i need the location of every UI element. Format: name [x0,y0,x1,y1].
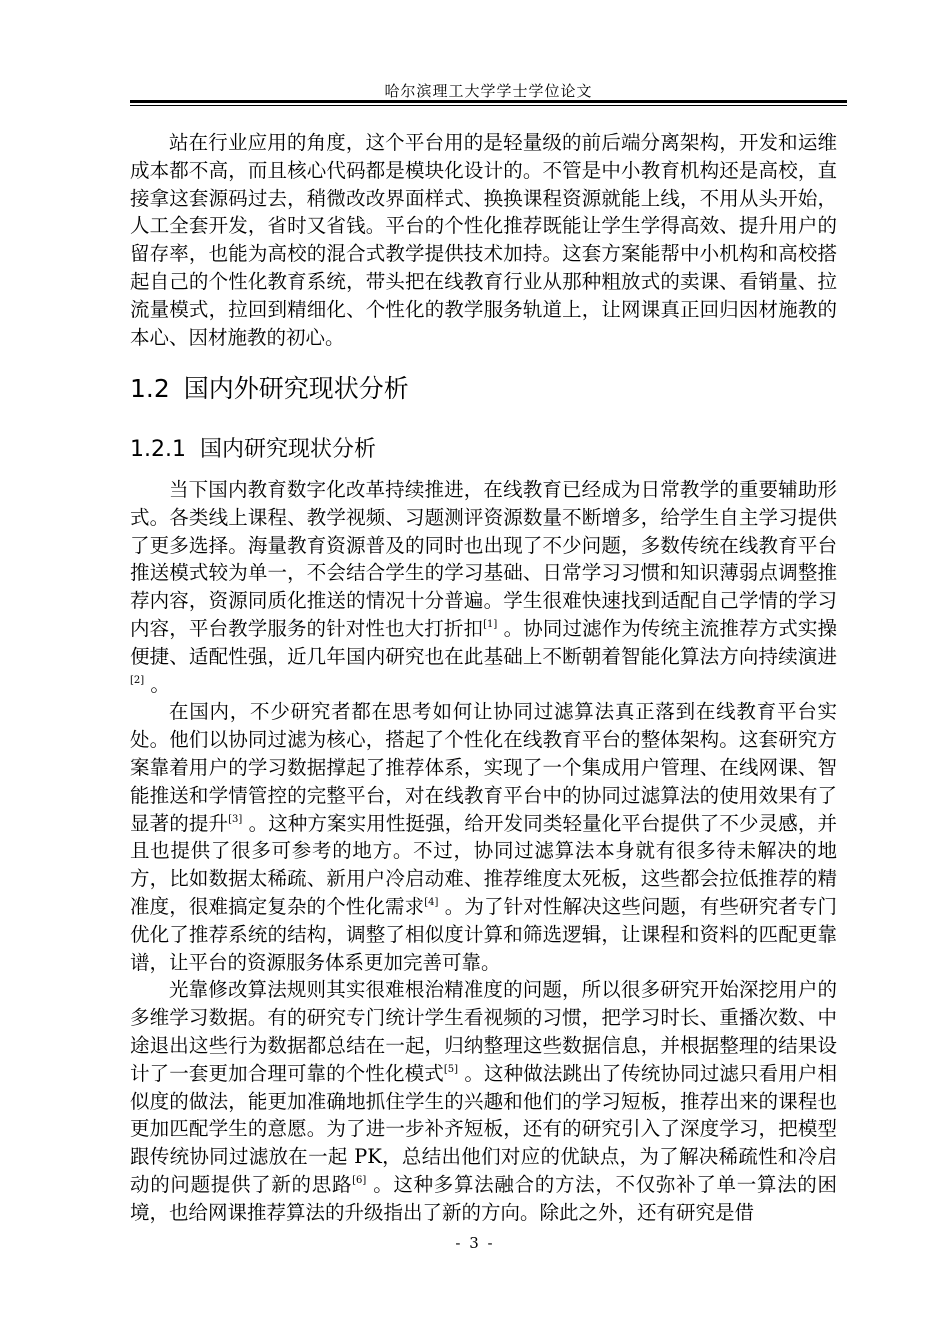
running-header: 哈尔滨理工大学学士学位论文 [384,82,593,100]
subsection-heading [130,432,376,463]
paragraph-3-text-b: 。这种做法跳出了传统协同过滤只看用户相似度的做法，能更加准确地抓住学生的兴趣和他们的学习短板，推荐出来的课程也更加匹配学生的意愿。为了进一步补齐短板，还有的研究引入了深度学习，把模型跟传统协同过滤放在一起 PK，总结出他们对应的优缺点，为了解决稀疏性和冷启动的问题提供了新的思路 [130,1061,837,1196]
section-title: 国内外研究现状分析 [183,374,409,403]
subsection-number: 1.2.1 [130,437,186,462]
citation-1: [1] [483,618,498,630]
paragraph-2-text-c: 。为了针对性解决这些问题，有些研究者专门优化了推荐系统的结构，调整了相似度计算和筛选逻辑，让课程和资料的匹配更靠谱，让平台的资源服务体系更加完善可靠。 [130,894,837,974]
paragraph-1-text-b: 。协同过滤作为传统主流推荐方式实操便捷、适配性强，近几年国内研究也在此基础上不断朝着智能化算法方向持续演进 [130,616,837,668]
header-rule [130,100,847,103]
citation-2: [2] [130,674,145,686]
paragraph-2-text-b: 。这种方案实用性挺强，给开发同类轻量化平台提供了不少灵感，并且也提供了很多可参考的地方。不过，协同过滤算法本身就有很多待未解决的地方，比如数据太稀疏、新用户冷启动难、推荐维度太死板，这些都会拉低推荐的精准度，很难搞定复杂的个性化需求 [130,811,837,918]
section-heading [130,369,409,405]
paragraph-3-text-c: 。这种多算法融合的方法，不仅弥补了单一算法的困境，也给网课推荐算法的升级指出了新的方向。除此之外，还有研究是借 [130,1172,837,1224]
paragraph-2-text-a: 在国内，不少研究者都在思考如何让协同过滤算法真正落到在线教育平台实处。他们以协同过滤为核心，搭起了个性化在线教育平台的整体架构。这套研究方案靠着用户的学习数据撑起了推荐体系，实现了一个集成用户管理、在线网课、智能推送和学情管控的完整平台，对在线教育平台中的协同过滤算法的使用效果有了显著的提升 [130,700,837,835]
paragraph-1-text-a: 当下国内教育数字化改革持续推进，在线教育已经成为日常教学的重要辅助形式。各类线上课程、教学视频、习题测评资源数量不断增多，给学生自主学习提供了更多选择。海量教育资源普及的同时也出现了不少问题，多数传统在线教育平台推送模式较为单一，不会结合学生的学习基础、日常学习习惯和知识薄弱点调整推荐内容，资源同质化推送的情况十分普遍。学生很难快速找到适配自己学情的学习内容，平台教学服务的针对性也大打折扣 [130,478,837,640]
body-paragraphs [130,476,837,1227]
paragraph-3 [130,976,837,1226]
header-rule-thin [130,105,847,106]
subsection-title: 国内研究现状分析 [199,437,376,462]
page-number: - 3 - [455,1234,495,1252]
citation-4: [4] [424,896,439,908]
paragraph-2 [130,698,837,976]
citation-5: [5] [443,1063,459,1075]
citation-6: [6] [352,1174,367,1186]
section-number: 1.2 [130,374,170,403]
intro-paragraph-block [130,129,837,351]
paragraph-1 [130,476,837,698]
citation-3: [3] [228,813,243,825]
intro-paragraph: 站在行业应用的角度，这个平台用的是轻量级的前后端分离架构，开发和运维成本都不高，而且核心代码都是模块化设计的。不管是中小教育机构还是高校，直接拿这套源码过去，稍微改改界面样式、换换课程资源就能上线，不用从头开始，人工全套开发，省时又省钱。平台的个性化推荐既能让学生学得高效、提升用户的留存率，也能为高校的混合式教学提供技术加持。这套方案能帮中小机构和高校搭起自己的个性化教育系统，带头把在线教育行业从那种粗放式的卖课、看销量、拉流量模式，拉回到精细化、个性化的教学服务轨道上，让网课真正回归因材施教的本心、因材施教的初心。 [130,131,837,349]
paragraph-3-text-a: 光靠修改算法规则其实很难根治精准度的问题，所以很多研究开始深挖用户的多维学习数据。有的研究专门统计学生看视频的习惯，把学习时长、重播次数、中途退出这些行为数据都总结在一起，归纳整理这些数据信息，并根据整理的结果设计了一套更加合理可靠的个性化模式 [130,978,837,1085]
paragraph-1-text-end: 。 [144,672,170,696]
